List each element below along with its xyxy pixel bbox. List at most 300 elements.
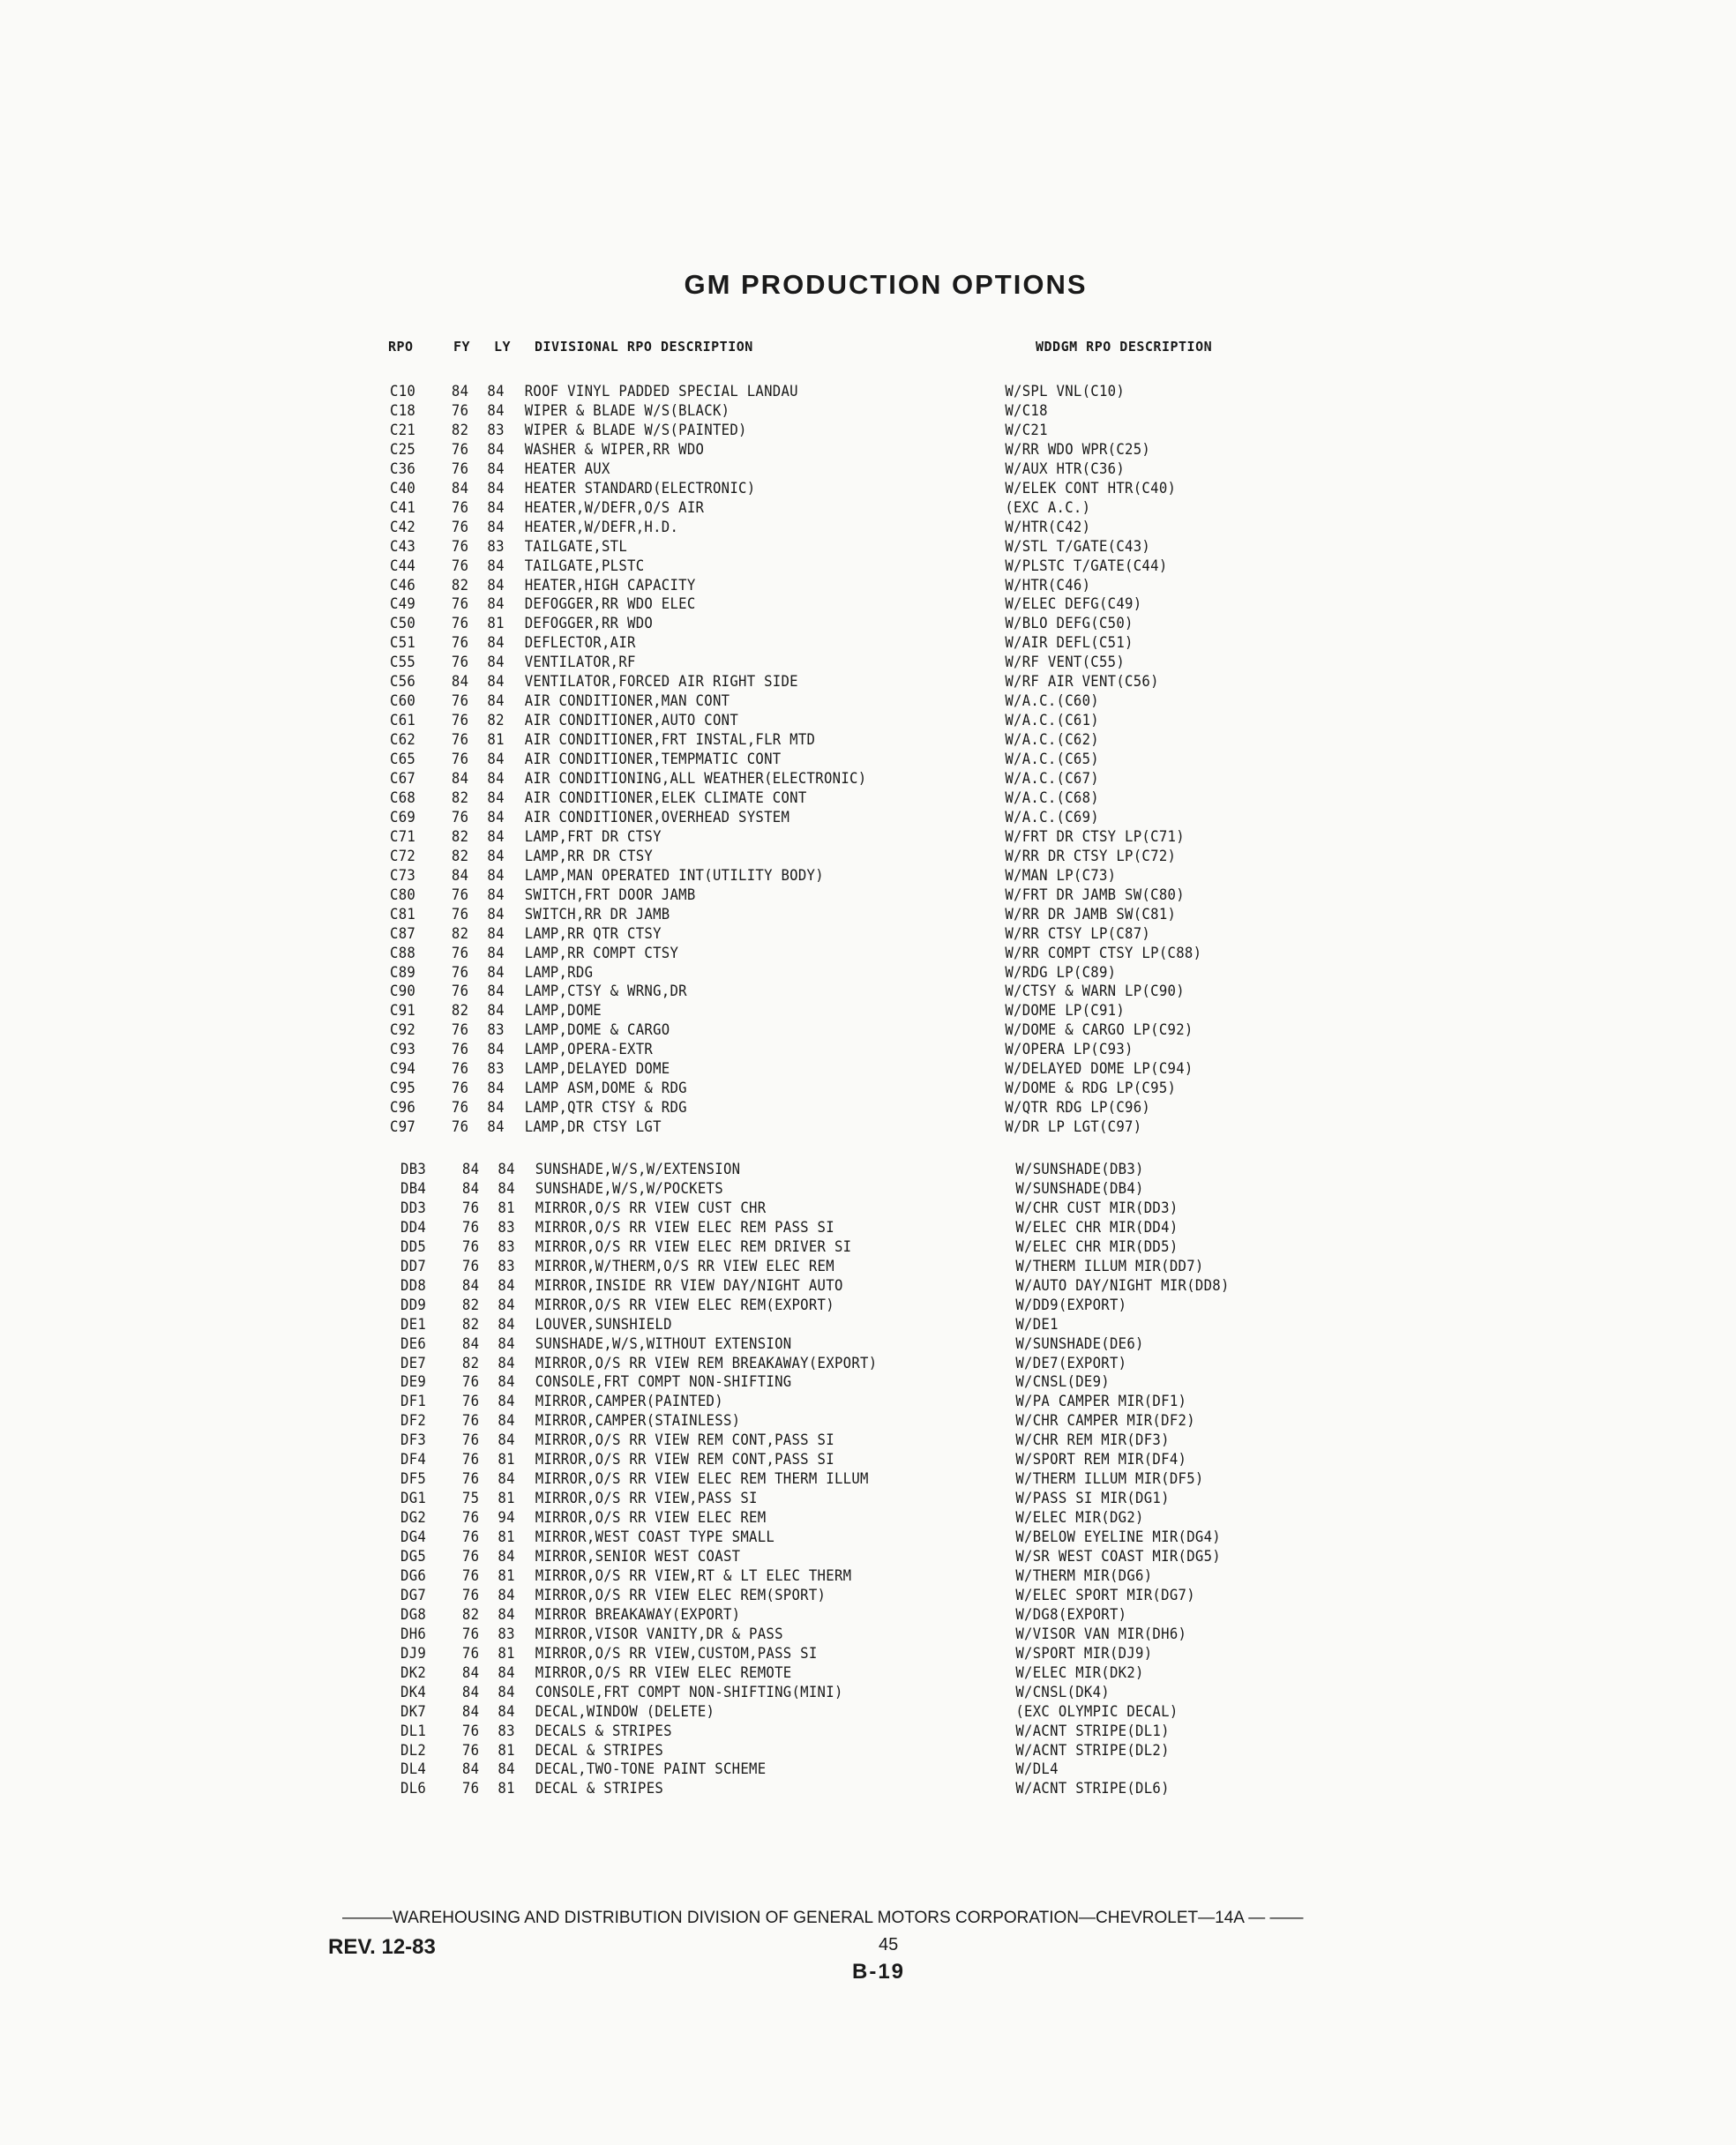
cell-ly: 84 (487, 1002, 505, 1020)
cell-desc: LAMP,DOME & CARGO (524, 1021, 670, 1040)
cell-desc: LAMP,RR QTR CTSY (524, 924, 662, 943)
cell-wd: W/ELEC DEFG(C49) (1005, 595, 1142, 614)
cell-ly: 84 (498, 1373, 515, 1392)
cell-wd: W/BLO DEFG(C50) (1005, 615, 1134, 633)
cell-ly: 84 (487, 886, 505, 904)
cell-wd: W/DG8(EXPORT) (1015, 1605, 1127, 1624)
cell-ly: 83 (498, 1625, 515, 1643)
cell-desc: MIRROR,O/S RR VIEW ELEC REM (535, 1509, 767, 1528)
cell-rpo: DE1 (400, 1315, 427, 1334)
cell-fy: 76 (451, 1021, 469, 1040)
cell-wd: W/PA CAMPER MIR(DF1) (1015, 1393, 1187, 1411)
cell-wd: W/CHR CUST MIR(DD3) (1015, 1199, 1179, 1217)
cell-desc: AIR CONDITIONER,FRT INSTAL,FLR MTD (524, 731, 816, 750)
page-number: 45 (879, 1935, 899, 1954)
cell-ly: 84 (498, 1334, 515, 1353)
cell-fy: 84 (461, 1683, 480, 1701)
cell-rpo: DD3 (400, 1199, 427, 1217)
cell-fy: 76 (461, 1393, 480, 1411)
cell-wd: W/RF VENT(C55) (1005, 654, 1126, 672)
cell-ly: 84 (498, 1276, 515, 1295)
cell-ly: 84 (487, 383, 505, 400)
cell-rpo: DH6 (400, 1625, 427, 1643)
cell-desc: MIRROR,O/S RR VIEW ELEC REM PASS SI (535, 1218, 834, 1237)
cell-desc: ROOF VINYL PADDED SPECIAL LANDAU (524, 383, 798, 400)
cell-fy: 76 (461, 1722, 480, 1740)
cell-ly: 84 (498, 1431, 515, 1450)
cell-desc: DEFOGGER,RR WDO ELEC (524, 595, 696, 614)
cell-rpo: DL6 (400, 1780, 427, 1798)
cell-fy: 84 (461, 1276, 480, 1295)
cell-rpo: DB4 (400, 1179, 427, 1198)
cell-ly: 84 (487, 847, 505, 865)
cell-rpo: DF4 (400, 1451, 427, 1469)
cell-fy: 76 (451, 634, 469, 653)
cell-ly: 84 (487, 963, 505, 982)
cell-fy: 82 (451, 924, 469, 943)
cell-wd: (EXC OLYMPIC DECAL) (1015, 1702, 1179, 1721)
cell-wd: W/C18 (1005, 401, 1048, 420)
cell-fy: 76 (451, 518, 469, 536)
cell-ly: 84 (487, 827, 505, 846)
cell-desc: HEATER,HIGH CAPACITY (524, 576, 696, 594)
cell-ly: 84 (487, 576, 505, 594)
cell-wd: W/RR DR CTSY LP(C72) (1005, 847, 1177, 865)
cell-ly: 83 (487, 1021, 505, 1040)
cell-rpo: C80 (390, 886, 416, 904)
cell-rpo: DF3 (400, 1431, 427, 1450)
cell-fy: 76 (451, 1080, 469, 1098)
cell-desc: DEFLECTOR,AIR (524, 634, 636, 653)
cell-desc: CONSOLE,FRT COMPT NON-SHIFTING(MINI) (535, 1683, 843, 1701)
cell-ly: 84 (487, 983, 505, 1001)
cell-rpo: C65 (390, 751, 416, 769)
cell-desc: MIRROR,CAMPER(PAINTED) (535, 1393, 723, 1411)
cell-desc: LAMP ASM,DOME & RDG (524, 1080, 687, 1098)
cell-fy: 76 (461, 1257, 480, 1275)
cell-wd: W/ELEC CHR MIR(DD5) (1015, 1237, 1179, 1256)
cell-ly: 81 (498, 1451, 515, 1469)
cell-wd: W/STL T/GATE(C43) (1005, 537, 1151, 556)
cell-rpo: C73 (390, 866, 416, 885)
cell-wd: W/RR WDO WPR(C25) (1005, 440, 1151, 459)
cell-desc: MIRROR,O/S RR VIEW REM CONT,PASS SI (535, 1451, 834, 1469)
cell-fy: 76 (451, 808, 469, 826)
cell-fy: 76 (461, 1528, 480, 1547)
cell-wd: W/THERM ILLUM MIR(DF5) (1015, 1470, 1204, 1489)
cell-fy: 76 (461, 1451, 480, 1469)
cell-ly: 84 (498, 1586, 515, 1604)
cell-desc: WIPER & BLADE W/S(PAINTED) (524, 421, 747, 439)
cell-rpo: DJ9 (400, 1644, 427, 1663)
cell-ly: 84 (498, 1683, 515, 1701)
cell-fy: 76 (451, 440, 469, 459)
cell-ly: 84 (487, 634, 505, 653)
cell-fy: 76 (451, 944, 469, 962)
cell-rpo: DK4 (400, 1683, 427, 1701)
cell-wd: W/ELEC MIR(DG2) (1015, 1509, 1144, 1528)
cell-desc: LAMP,DELAYED DOME (524, 1060, 670, 1079)
cell-desc: DEFOGGER,RR WDO (524, 615, 654, 633)
cell-fy: 76 (451, 731, 469, 750)
cell-ly: 84 (487, 905, 505, 923)
cell-ly: 83 (498, 1257, 515, 1275)
cell-fy: 76 (451, 905, 469, 923)
cell-fy: 84 (451, 866, 469, 885)
cell-fy: 76 (461, 1470, 480, 1489)
cell-fy: 82 (451, 576, 469, 594)
cell-wd: W/PASS SI MIR(DG1) (1015, 1490, 1170, 1508)
cell-rpo: DG2 (400, 1509, 427, 1528)
cell-fy: 76 (451, 886, 469, 904)
cell-fy: 84 (451, 479, 469, 497)
cell-fy: 82 (451, 1002, 469, 1020)
cell-rpo: C72 (390, 847, 416, 865)
cell-wd: W/OPERA LP(C93) (1005, 1041, 1134, 1059)
cell-wd: W/ACNT STRIPE(DL6) (1015, 1780, 1170, 1798)
cell-fy: 82 (461, 1315, 480, 1334)
cell-rpo: DL1 (400, 1722, 427, 1740)
cell-rpo: DB3 (400, 1161, 427, 1178)
cell-desc: LOUVER,SUNSHIELD (535, 1315, 672, 1334)
cell-desc: MIRROR,O/S RR VIEW ELEC REMOTE (535, 1663, 792, 1682)
cell-desc: DECAL & STRIPES (535, 1780, 664, 1798)
cell-ly: 81 (498, 1566, 515, 1585)
cell-fy: 82 (451, 827, 469, 846)
cell-ly: 81 (487, 731, 505, 750)
cell-ly: 84 (487, 557, 505, 575)
cell-rpo: DE6 (400, 1334, 427, 1353)
header-fy: FY (453, 339, 471, 355)
cell-wd: W/RR COMPT CTSY LP(C88) (1005, 944, 1202, 962)
cell-ly: 84 (487, 440, 505, 459)
cell-ly: 83 (498, 1237, 515, 1256)
footer-division-line: ———WAREHOUSING AND DISTRIBUTION DIVISION OF GENERAL MOTORS CORPORATION—CHEVROLET—14A — —— (342, 1909, 1304, 1927)
cell-rpo: DF5 (400, 1470, 427, 1489)
cell-desc: VENTILATOR,RF (524, 654, 636, 672)
cell-ly: 84 (487, 866, 505, 885)
cell-ly: 81 (498, 1644, 515, 1663)
cell-fy: 84 (461, 1663, 480, 1682)
cell-wd: W/AUTO DAY/NIGHT MIR(DD8) (1015, 1276, 1230, 1295)
cell-rpo: C10 (390, 383, 416, 400)
cell-desc: MIRROR,O/S RR VIEW ELEC REM(EXPORT) (535, 1296, 834, 1314)
cell-ly: 84 (487, 944, 505, 962)
cell-desc: MIRROR,O/S RR VIEW,RT & LT ELEC THERM (535, 1566, 852, 1585)
cell-wd: W/ACNT STRIPE(DL2) (1015, 1741, 1170, 1760)
cell-rpo: DD4 (400, 1218, 427, 1237)
cell-desc: DECALS & STRIPES (535, 1722, 672, 1740)
cell-rpo: DK7 (400, 1702, 427, 1721)
cell-desc: SWITCH,RR DR JAMB (524, 905, 670, 923)
cell-rpo: DL2 (400, 1741, 427, 1760)
cell-rpo: DG8 (400, 1605, 427, 1624)
header-wddgm-description: WDDGM RPO DESCRIPTION (1036, 339, 1213, 355)
cell-desc: SUNSHADE,W/S,W/EXTENSION (535, 1161, 741, 1178)
cell-rpo: C89 (390, 963, 416, 982)
cell-fy: 76 (451, 401, 469, 420)
cell-fy: 76 (461, 1373, 480, 1392)
cell-desc: LAMP,DOME (524, 1002, 602, 1020)
cell-rpo: C87 (390, 924, 416, 943)
cell-ly: 82 (487, 712, 505, 730)
cell-fy: 84 (451, 673, 469, 691)
cell-rpo: DD5 (400, 1237, 427, 1256)
cell-wd: W/DD9(EXPORT) (1015, 1296, 1127, 1314)
cell-fy: 76 (451, 712, 469, 730)
cell-rpo: C91 (390, 1002, 416, 1020)
cell-fy: 76 (451, 615, 469, 633)
cell-ly: 83 (498, 1218, 515, 1237)
cell-ly: 84 (498, 1470, 515, 1489)
cell-rpo: C44 (390, 557, 416, 575)
cell-desc: HEATER STANDARD(ELECTRONIC) (524, 479, 756, 497)
cell-ly: 84 (487, 673, 505, 691)
cell-fy: 82 (451, 788, 469, 807)
cell-fy: 76 (461, 1780, 480, 1798)
cell-wd: W/RF AIR VENT(C56) (1005, 673, 1159, 691)
cell-rpo: DF1 (400, 1393, 427, 1411)
cell-wd: W/CHR CAMPER MIR(DF2) (1015, 1412, 1195, 1431)
cell-ly: 81 (498, 1528, 515, 1547)
cell-rpo: C56 (390, 673, 416, 691)
cell-rpo: C51 (390, 634, 416, 653)
cell-wd: W/DOME & RDG LP(C95) (1005, 1080, 1177, 1098)
cell-ly: 84 (498, 1548, 515, 1566)
cell-fy: 76 (451, 963, 469, 982)
cell-desc: MIRROR,O/S RR VIEW ELEC REM DRIVER SI (535, 1237, 852, 1256)
cell-desc: MIRROR,WEST COAST TYPE SMALL (535, 1528, 775, 1547)
cell-ly: 84 (487, 788, 505, 807)
cell-fy: 76 (461, 1548, 480, 1566)
cell-rpo: DG7 (400, 1586, 427, 1604)
cell-rpo: DD7 (400, 1257, 427, 1275)
cell-wd: W/DR LP LGT(C97) (1005, 1118, 1142, 1137)
cell-ly: 84 (498, 1393, 515, 1411)
cell-rpo: DE7 (400, 1354, 427, 1372)
cell-wd: W/SR WEST COAST MIR(DG5) (1015, 1548, 1221, 1566)
cell-fy: 75 (461, 1490, 480, 1508)
cell-fy: 76 (461, 1644, 480, 1663)
cell-desc: TAILGATE,PLSTC (524, 557, 645, 575)
cell-fy: 84 (461, 1702, 480, 1721)
cell-ly: 84 (498, 1354, 515, 1372)
cell-wd: W/FRT DR JAMB SW(C80) (1005, 886, 1185, 904)
cell-desc: AIR CONDITIONER,OVERHEAD SYSTEM (524, 808, 790, 826)
cell-wd: W/DL4 (1015, 1760, 1059, 1779)
cell-fy: 84 (461, 1760, 480, 1779)
cell-ly: 84 (487, 460, 505, 478)
cell-desc: MIRROR,O/S RR VIEW ELEC REM(SPORT) (535, 1586, 827, 1604)
cell-ly: 84 (487, 751, 505, 769)
cell-rpo: C60 (390, 692, 416, 711)
cell-fy: 76 (461, 1199, 480, 1217)
cell-fy: 76 (461, 1625, 480, 1643)
cell-desc: WIPER & BLADE W/S(BLACK) (524, 401, 730, 420)
cell-desc: LAMP,FRT DR CTSY (524, 827, 662, 846)
cell-rpo: C61 (390, 712, 416, 730)
header-rpo: RPO (388, 339, 414, 355)
section-code: B-19 (852, 1960, 906, 1984)
cell-fy: 76 (451, 557, 469, 575)
cell-wd: W/QTR RDG LP(C96) (1005, 1099, 1151, 1117)
header-ly: LY (494, 339, 512, 355)
cell-ly: 84 (498, 1296, 515, 1314)
cell-desc: MIRROR,CAMPER(STAINLESS) (535, 1412, 741, 1431)
cell-desc: MIRROR,O/S RR VIEW,PASS SI (535, 1490, 758, 1508)
revision-date: REV. 12-83 (328, 1935, 436, 1959)
cell-wd: W/DE7(EXPORT) (1015, 1354, 1127, 1372)
cell-wd: W/DELAYED DOME LP(C94) (1005, 1060, 1194, 1079)
cell-rpo: DD9 (400, 1296, 427, 1314)
cell-desc: MIRROR,O/S RR VIEW,CUSTOM,PASS SI (535, 1644, 818, 1663)
cell-desc: HEATER,W/DEFR,H.D. (524, 518, 679, 536)
cell-desc: LAMP,RR DR CTSY (524, 847, 654, 865)
cell-wd: W/SPL VNL(C10) (1005, 383, 1126, 400)
cell-wd: W/A.C.(C60) (1005, 692, 1099, 711)
cell-wd: W/SPORT REM MIR(DF4) (1015, 1451, 1187, 1469)
cell-wd: W/FRT DR CTSY LP(C71) (1005, 827, 1185, 846)
cell-desc: DECAL,TWO-TONE PAINT SCHEME (535, 1760, 767, 1779)
cell-ly: 83 (498, 1722, 515, 1740)
cell-fy: 76 (451, 1118, 469, 1137)
cell-desc: MIRROR,O/S RR VIEW REM CONT,PASS SI (535, 1431, 834, 1450)
cell-wd: (EXC A.C.) (1005, 498, 1091, 517)
cell-fy: 84 (451, 383, 469, 400)
cell-desc: LAMP,RR COMPT CTSY (524, 944, 679, 962)
cell-wd: W/DOME LP(C91) (1005, 1002, 1126, 1020)
cell-fy: 84 (461, 1179, 480, 1198)
cell-wd: W/VISOR VAN MIR(DH6) (1015, 1625, 1187, 1643)
cell-desc: CONSOLE,FRT COMPT NON-SHIFTING (535, 1373, 792, 1392)
cell-fy: 76 (451, 1099, 469, 1117)
cell-rpo: C25 (390, 440, 416, 459)
cell-wd: W/A.C.(C65) (1005, 751, 1099, 769)
cell-rpo: C67 (390, 770, 416, 788)
cell-desc: AIR CONDITIONING,ALL WEATHER(ELECTRONIC) (524, 770, 867, 788)
cell-wd: W/RR DR JAMB SW(C81) (1005, 905, 1177, 923)
cell-fy: 84 (451, 770, 469, 788)
cell-fy: 76 (451, 751, 469, 769)
cell-rpo: DG1 (400, 1490, 427, 1508)
cell-ly: 84 (498, 1760, 515, 1779)
cell-wd: W/HTR(C42) (1005, 518, 1091, 536)
cell-wd: W/RR CTSY LP(C87) (1005, 924, 1151, 943)
cell-rpo: DG6 (400, 1566, 427, 1585)
cell-desc: LAMP,DR CTSY LGT (524, 1118, 662, 1137)
cell-desc: AIR CONDITIONER,AUTO CONT (524, 712, 739, 730)
cell-ly: 84 (498, 1315, 515, 1334)
cell-desc: AIR CONDITIONER,TEMPMATIC CONT (524, 751, 782, 769)
cell-fy: 82 (451, 847, 469, 865)
cell-fy: 76 (451, 654, 469, 672)
cell-desc: MIRROR,VISOR VANITY,DR & PASS (535, 1625, 783, 1643)
cell-fy: 76 (461, 1509, 480, 1528)
cell-ly: 81 (498, 1780, 515, 1798)
cell-wd: W/DE1 (1015, 1315, 1059, 1334)
cell-ly: 84 (487, 1080, 505, 1098)
cell-fy: 76 (451, 1060, 469, 1079)
cell-rpo: C69 (390, 808, 416, 826)
cell-fy: 84 (461, 1334, 480, 1353)
cell-ly: 84 (498, 1179, 515, 1198)
cell-rpo: C68 (390, 788, 416, 807)
cell-rpo: C93 (390, 1041, 416, 1059)
cell-ly: 84 (487, 692, 505, 711)
cell-desc: LAMP,QTR CTSY & RDG (524, 1099, 687, 1117)
cell-rpo: DD8 (400, 1276, 427, 1295)
cell-ly: 83 (487, 421, 505, 439)
cell-rpo: DE9 (400, 1373, 427, 1392)
cell-ly: 83 (487, 537, 505, 556)
cell-desc: MIRROR,O/S RR VIEW ELEC REM THERM ILLUM (535, 1470, 869, 1489)
cell-wd: W/A.C.(C62) (1005, 731, 1099, 750)
cell-wd: W/CHR REM MIR(DF3) (1015, 1431, 1170, 1450)
cell-wd: W/A.C.(C69) (1005, 808, 1099, 826)
cell-rpo: C88 (390, 944, 416, 962)
cell-ly: 84 (487, 1041, 505, 1059)
cell-fy: 76 (451, 983, 469, 1001)
cell-desc: MIRROR,SENIOR WEST COAST (535, 1548, 741, 1566)
cell-rpo: C21 (390, 421, 416, 439)
cell-fy: 76 (451, 595, 469, 614)
cell-ly: 84 (487, 401, 505, 420)
cell-rpo: C55 (390, 654, 416, 672)
cell-ly: 81 (498, 1490, 515, 1508)
cell-desc: DECAL & STRIPES (535, 1741, 664, 1760)
cell-wd: W/CNSL(DE9) (1015, 1373, 1110, 1392)
cell-ly: 84 (498, 1702, 515, 1721)
cell-rpo: C42 (390, 518, 416, 536)
cell-desc: MIRROR,O/S RR VIEW REM BREAKAWAY(EXPORT) (535, 1354, 878, 1372)
cell-desc: DECAL,WINDOW (DELETE) (535, 1702, 715, 1721)
cell-ly: 84 (487, 595, 505, 614)
cell-ly: 84 (487, 654, 505, 672)
cell-rpo: DG5 (400, 1548, 427, 1566)
cell-wd: W/RDG LP(C89) (1005, 963, 1117, 982)
cell-wd: W/CNSL(DK4) (1015, 1683, 1110, 1701)
cell-fy: 76 (451, 1041, 469, 1059)
cell-desc: MIRROR,INSIDE RR VIEW DAY/NIGHT AUTO (535, 1276, 843, 1295)
cell-rpo: C36 (390, 460, 416, 478)
cell-desc: HEATER,W/DEFR,O/S AIR (524, 498, 705, 517)
cell-desc: WASHER & WIPER,RR WDO (524, 440, 705, 459)
cell-fy: 82 (461, 1296, 480, 1314)
cell-rpo: C40 (390, 479, 416, 497)
cell-rpo: C18 (390, 401, 416, 420)
cell-fy: 84 (461, 1161, 480, 1178)
cell-ly: 84 (498, 1663, 515, 1682)
cell-wd: W/PLSTC T/GATE(C44) (1005, 557, 1168, 575)
cell-wd: W/A.C.(C68) (1005, 788, 1099, 807)
cell-ly: 84 (498, 1161, 515, 1178)
cell-fy: 76 (461, 1237, 480, 1256)
cell-wd: W/BELOW EYELINE MIR(DG4) (1015, 1528, 1221, 1547)
cell-desc: MIRROR,O/S RR VIEW CUST CHR (535, 1199, 767, 1217)
cell-desc: SUNSHADE,W/S,W/POCKETS (535, 1179, 723, 1198)
cell-wd: W/MAN LP(C73) (1005, 866, 1117, 885)
header-divisional-description: DIVISIONAL RPO DESCRIPTION (535, 339, 753, 355)
cell-desc: AIR CONDITIONER,MAN CONT (524, 692, 730, 711)
cell-wd: W/ELEK CONT HTR(C40) (1005, 479, 1177, 497)
cell-wd: W/A.C.(C61) (1005, 712, 1099, 730)
cell-desc: AIR CONDITIONER,ELEK CLIMATE CONT (524, 788, 807, 807)
cell-desc: HEATER AUX (524, 460, 610, 478)
cell-fy: 82 (461, 1354, 480, 1372)
cell-ly: 84 (487, 770, 505, 788)
cell-wd: W/HTR(C46) (1005, 576, 1091, 594)
cell-ly: 84 (487, 1118, 505, 1137)
